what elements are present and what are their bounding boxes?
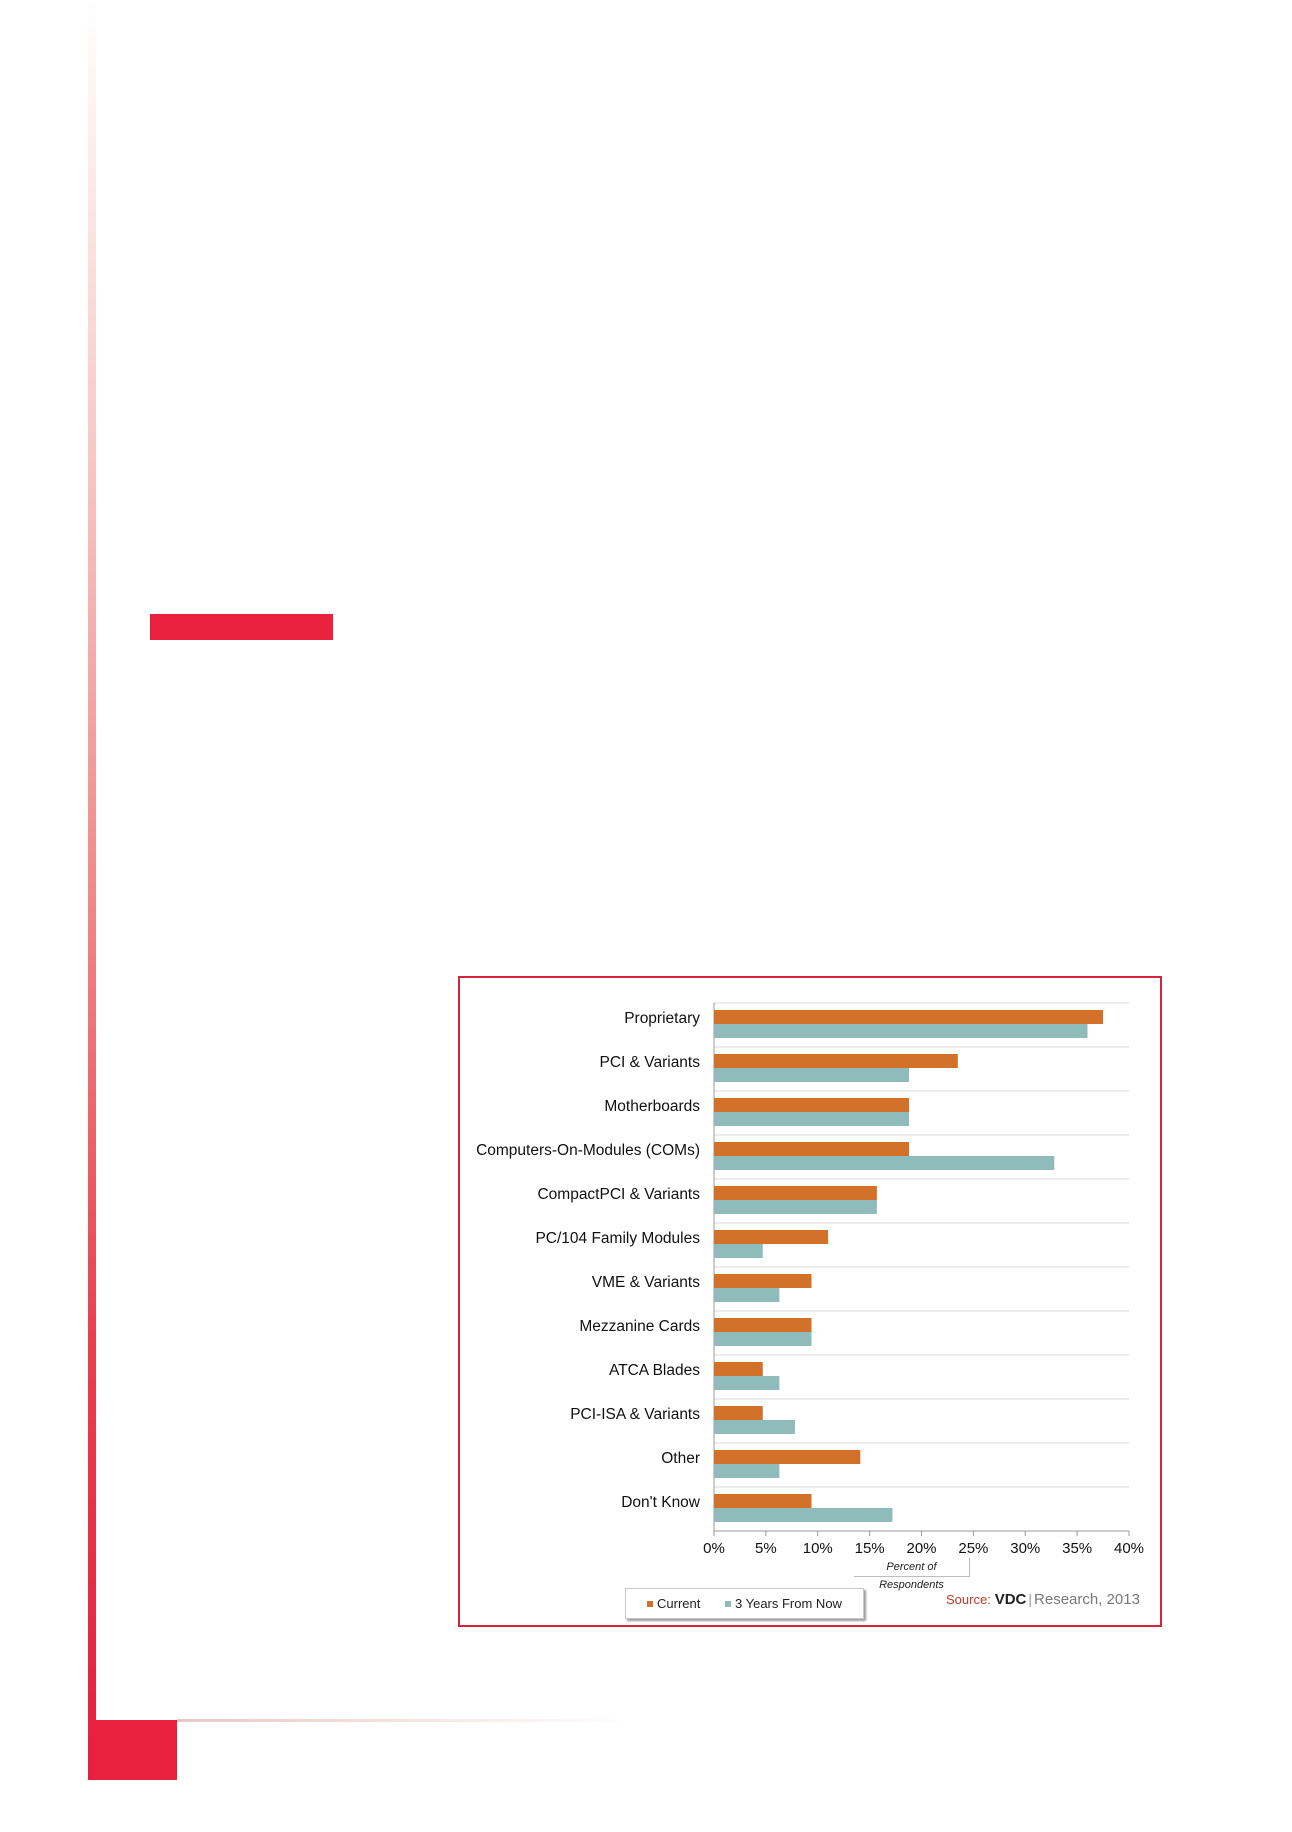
x-axis-label-text: Percent of Respondents: [879, 1561, 944, 1591]
x-tick-label: 0%: [703, 1540, 725, 1557]
section-heading-bar: [150, 614, 333, 640]
bar-3-years: [714, 1068, 909, 1082]
page-number-block: [92, 1720, 177, 1780]
category-label: PCI & Variants: [599, 1054, 700, 1071]
x-tick-label: 15%: [854, 1540, 885, 1557]
bar-current: [714, 1054, 958, 1068]
bar-current: [714, 1010, 1103, 1024]
legend-swatch-current: [647, 1601, 653, 1607]
category-label: Mezzanine Cards: [579, 1318, 700, 1335]
x-tick-label: 30%: [1010, 1540, 1041, 1557]
legend-item-current: [647, 1596, 700, 1611]
category-label: Computers-On-Modules (COMs): [476, 1142, 700, 1159]
left-margin-rule: [0, 0, 96, 1832]
bar-current: [714, 1406, 763, 1420]
bar-current: [714, 1186, 877, 1200]
x-tick-label: 5%: [755, 1540, 777, 1557]
category-label: CompactPCI & Variants: [537, 1186, 700, 1203]
bar-3-years: [714, 1332, 812, 1346]
category-label: ATCA Blades: [608, 1362, 700, 1379]
category-label: PCI-ISA & Variants: [570, 1406, 700, 1423]
bar-3-years: [714, 1420, 795, 1434]
legend-swatch-3-years: [725, 1601, 731, 1607]
x-axis-label: [854, 1558, 970, 1591]
bar-current: [714, 1362, 763, 1376]
bar-3-years: [714, 1200, 877, 1214]
x-tick-label: 10%: [802, 1540, 833, 1557]
bar-current: [714, 1274, 812, 1288]
chart-frame: [458, 976, 1162, 1627]
source-name: Research, 2013: [1034, 1591, 1140, 1608]
bar-current: [714, 1450, 860, 1464]
bar-3-years: [714, 1288, 779, 1302]
bar-chart: [460, 978, 1160, 1625]
category-label: Motherboards: [604, 1098, 700, 1115]
x-tick-label: 35%: [1062, 1540, 1093, 1557]
category-label: Other: [661, 1450, 700, 1467]
legend-label-3-years: 3 Years From Now: [735, 1596, 842, 1611]
bar-3-years: [714, 1024, 1088, 1038]
source-org: VDC: [994, 1591, 1027, 1608]
source-credit: Source: VDC | Research, 2013: [946, 1591, 1140, 1608]
x-tick-label: 40%: [1113, 1540, 1145, 1557]
bar-3-years: [714, 1464, 779, 1478]
footer-rule: [177, 1719, 637, 1722]
bar-3-years: [714, 1156, 1054, 1170]
bar-current: [714, 1142, 909, 1156]
legend-label-current: Current: [657, 1596, 701, 1611]
category-label: Proprietary: [624, 1010, 700, 1027]
bar-current: [714, 1230, 828, 1244]
bar-3-years: [714, 1376, 779, 1390]
bar-current: [714, 1318, 812, 1332]
bar-3-years: [714, 1112, 909, 1126]
legend-item-3-years: [725, 1596, 842, 1611]
bar-3-years: [714, 1508, 892, 1522]
category-label: VME & Variants: [591, 1274, 700, 1291]
bar-current: [714, 1098, 909, 1112]
category-label: PC/104 Family Modules: [535, 1230, 700, 1247]
x-tick-label: 20%: [906, 1540, 937, 1557]
source-label: Source:: [946, 1592, 991, 1607]
bar-3-years: [714, 1244, 763, 1258]
x-tick-label: 25%: [958, 1540, 989, 1557]
bar-current: [714, 1494, 812, 1508]
category-label: Don't Know: [621, 1494, 700, 1511]
legend: [625, 1588, 864, 1619]
